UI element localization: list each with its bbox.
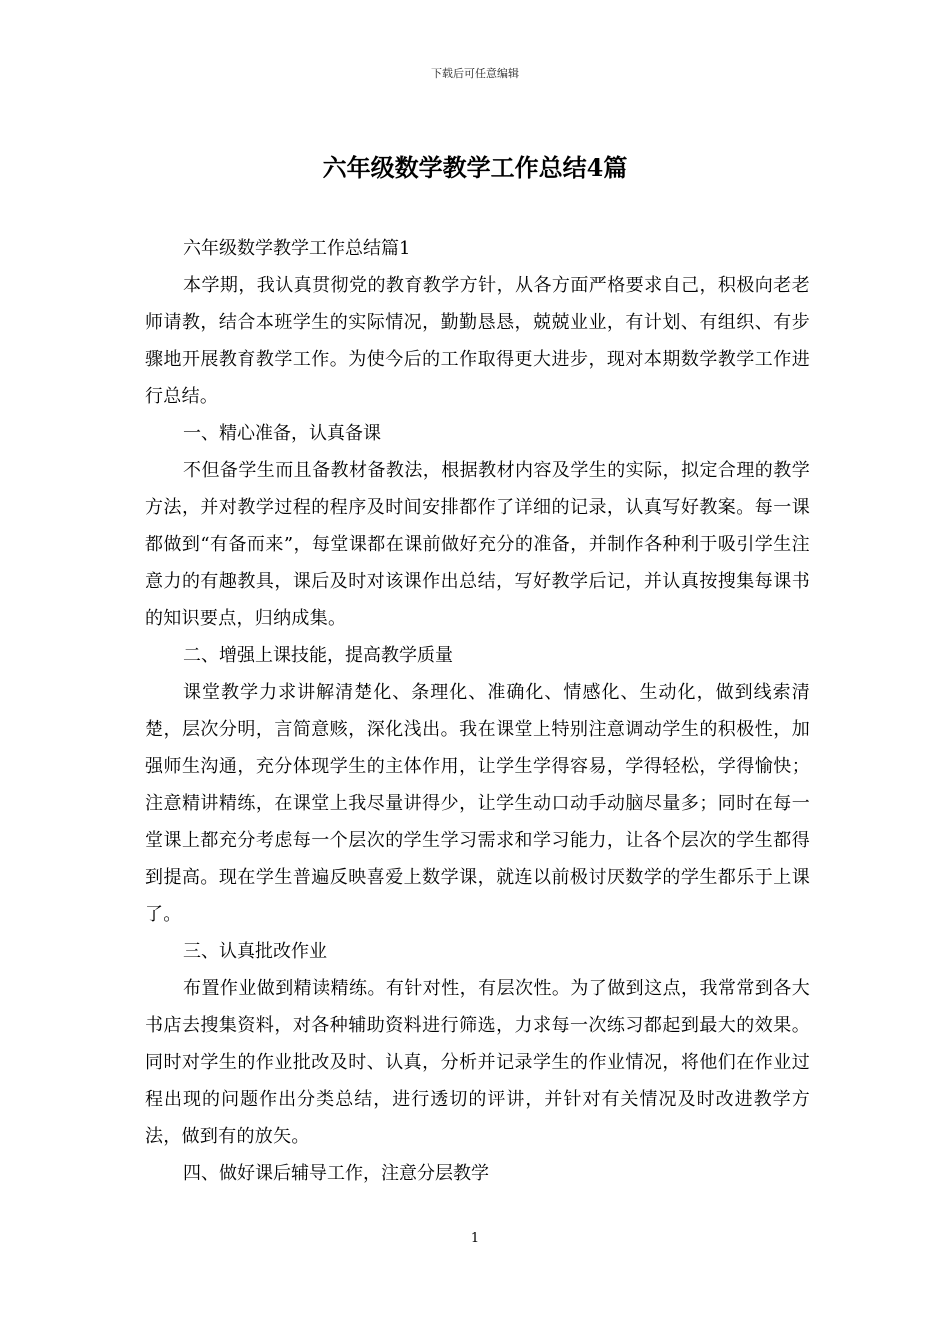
paragraph: 课堂教学力求讲解清楚化、条理化、准确化、情感化、生动化，做到线索清楚，层次分明，言简意赅，深化浅出。我在课堂上特别注意调动学生的积极性，加强师生沟通，充分体现学生的主体作用，让学生学得容易，学得轻松，学得愉快；注意精讲精练，在课堂上我尽量讲得少，让学生动口动手动脑尽量多；同时在每一堂课上都充分考虑每一个层次的学生学习需求和学习能力，让各个层次的学生都得到提高。现在学生普遍反映喜爱上数学课，就连以前极讨厌数学的学生都乐于上课了。	[145, 682, 810, 925]
document-body	[145, 230, 810, 1192]
section-heading: 六年级数学教学工作总结篇1	[183, 238, 411, 259]
paragraph: 布置作业做到精读精练。有针对性，有层次性。为了做到这点，我常常到各大书店去搜集资料，对各种辅助资料进行筛选，力求每一次练习都起到最大的效果。同时对学生的作业批改及时、认真，分析并记录学生的作业情况，将他们在作业过程出现的问题作出分类总结，进行透切的评讲，并针对有关情况及时改进教学方法，做到有的放矢。	[145, 978, 810, 1147]
paragraph: 本学期，我认真贯彻党的教育教学方针，从各方面严格要求自己，积极向老老师请教，结合本班学生的实际情况，勤勤恳恳，兢兢业业，有计划、有组织、有步骤地开展教育教学工作。为使今后的工作取得更大进步，现对本期数学教学工作进行总结。	[145, 275, 810, 407]
section-heading: 三、认真批改作业	[183, 941, 327, 962]
header-note: 下载后可任意编辑	[431, 67, 519, 80]
page-number: 1	[470, 1231, 480, 1246]
section-heading: 一、精心准备，认真备课	[183, 423, 381, 444]
section-heading: 二、增强上课技能，提高教学质量	[183, 645, 453, 666]
section-heading: 四、做好课后辅导工作，注意分层教学	[183, 1163, 489, 1184]
document-title: 六年级数学教学工作总结4篇	[322, 153, 628, 182]
paragraph: 不但备学生而且备教材备教法，根据教材内容及学生的实际，拟定合理的教学方法，并对教学过程的程序及时间安排都作了详细的记录，认真写好教案。每一课都做到“有备而来”，每堂课都在课前做好充分的准备，并制作各种利于吸引学生注意力的有趣教具，课后及时对该课作出总结，写好教学后记，并认真按搜集每课书的知识要点，归纳成集。	[145, 460, 810, 629]
